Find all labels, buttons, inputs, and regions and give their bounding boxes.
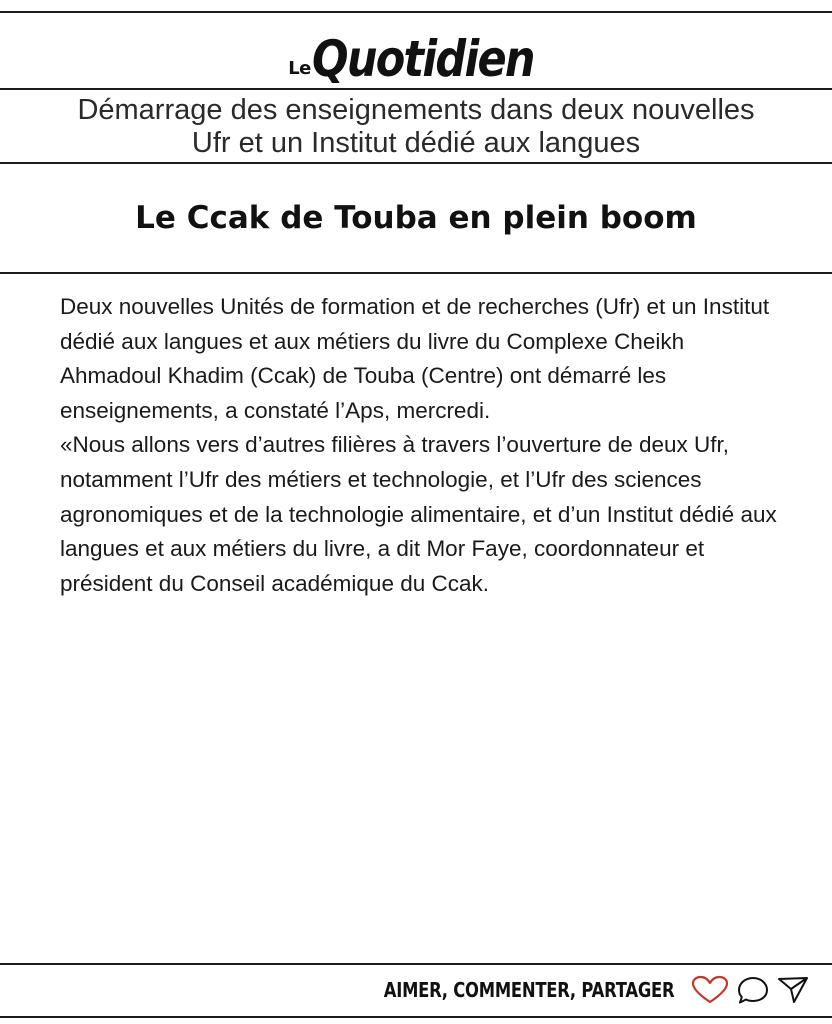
subtitle-rule <box>0 162 832 164</box>
engagement-icons <box>684 975 810 1005</box>
article-paragraph: «Nous allons vers d’autres filières à travers l’ouverture de deux Ufr, notamment l’Ufr des métiers et technologie, et l’Ufr des sciences agronomiques et de la technologie alimentaire, et d’un Institut dédié aux langues et aux métiers du livre, a dit Mor Faye, coordonnateur et président du Conseil académique du Ccak. <box>60 432 777 596</box>
heart-icon[interactable] <box>690 975 730 1005</box>
engagement-label: AIMER, COMMENTER, PARTAGER <box>383 978 674 1002</box>
article-subtitle: Démarrage des enseignements dans deux nouvelles Ufr et un Institut dédié aux langues <box>77 94 755 159</box>
masthead <box>0 14 832 88</box>
masthead-rule <box>0 88 832 90</box>
comment-icon[interactable] <box>736 975 770 1005</box>
article-headline: Le Ccak de Touba en plein boom <box>135 200 697 236</box>
article-paragraph: Deux nouvelles Unités de formation et de recherches (Ufr) et un Institut dédié aux langues et aux métiers du livre du Complexe Cheikh Ahmadoul Khadim (Ccak) de Touba (Centre) ont démarré les enseignements, a constaté l’Aps, mercredi. <box>60 294 770 423</box>
article-body <box>60 290 790 601</box>
newspaper-logo[interactable] <box>288 30 544 88</box>
top-rule <box>0 11 832 13</box>
engagement-bar <box>0 966 832 1014</box>
logo-prefix: Le <box>288 58 311 79</box>
logo-name: Quotidien <box>311 30 534 88</box>
share-icon[interactable] <box>776 975 810 1005</box>
footer-top-rule <box>0 963 832 965</box>
footer-bottom-rule <box>0 1016 832 1018</box>
headline-rule <box>0 272 832 274</box>
